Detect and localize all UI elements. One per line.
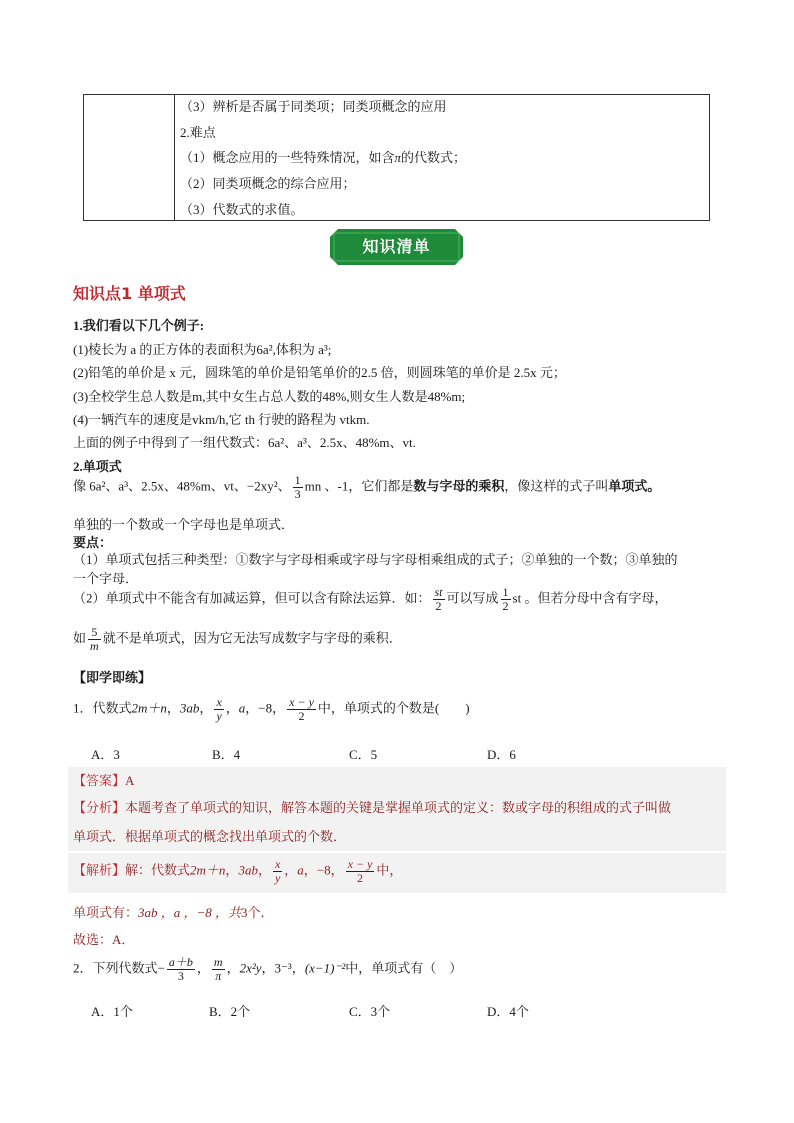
monomial-note: 单独的一个数或一个字母也是单项式． [73,517,295,532]
key-point-2-text-c: st 。但若分母中含有字母， [512,590,668,606]
monomial-heading: 2.单项式 [73,459,122,474]
fraction-numerator: m [213,955,223,969]
choose-line: 故选：A． [73,932,135,947]
q1-stem-a: 1．代数式 [73,700,132,716]
q2-option-b[interactable]: B．2个 [209,1004,251,1019]
examples-summary: 上面的例子中得到了一组代数式：6a²、a³、2.5x、48%m、vt. [73,435,416,450]
q1-option-a[interactable]: A．3 [91,747,120,762]
fraction-5-over-m [88,626,101,653]
definition-text-b: mn 、-1，它们都是 [304,478,414,494]
fraction-numerator: x [216,695,222,709]
table-line-1: （3）辨析是否属于同类项；同类项概念的应用 [180,99,447,114]
banner-label: 知识清单 [362,237,431,256]
result-items: 3ab ，a ，−8 ，共 [138,905,242,920]
pi-symbol: π [394,150,402,165]
table-line-5: （3）代数式的求值。 [180,202,304,217]
answer-value: A [125,773,135,788]
fraction-numerator: 5 [91,625,98,639]
solution-line: 【解析】解：代数式2m＋n，3ab， $\frac{x}{y}$ ，a，−8， $\frac{x - y}{2}$ 中， [73,857,403,885]
result-line [73,902,274,921]
q2-fraction-m-over-pi [212,956,225,983]
table-line-2: 2.难点 [180,125,216,140]
content-table [83,94,710,221]
key-points-heading: 要点： [73,535,113,550]
example-1: (1)棱长为 a 的正方体的表面积为6a²,体积为 a³; [73,342,332,357]
q1-option-d[interactable]: D．6 [487,747,516,762]
fraction-denominator: m [90,639,99,653]
definition-bold-1: 数与字母的乘积 [413,478,505,494]
q1-expr-2: 3ab [179,700,200,716]
question-1-stem: 1．代数式2m＋n，3ab， $\frac{x}{y}$ ，a，−8， $\frac{x - y}{2}$ 中，单项式的个数是( ) [73,695,470,723]
q1-expr-4: a [238,700,246,716]
monomial-definition [73,474,660,501]
result-count: 3 [241,905,248,920]
key-point-2-text-b: 可以写成 [446,590,499,606]
key-point-3-text-a: 如 [73,630,87,646]
solution-fraction-x-over-y [273,858,282,885]
result-text-b: 个． [247,905,274,920]
fraction-one-half [501,586,511,613]
solution-expr-1: 2m＋n [190,862,226,878]
fraction-numerator: 1 [502,585,509,599]
q2-option-a[interactable]: A．1个 [91,1004,133,1019]
table-line-3-text: （1）概念应用的一些特殊情况，如含 [180,150,395,165]
solution-expr-2: 3ab [238,862,258,878]
fraction-numerator: x − y [289,695,314,709]
table-line-3-tail: 的代数式； [401,150,467,165]
q2-option-c[interactable]: C．3个 [349,1004,391,1019]
table-line-3 [180,147,466,166]
key-point-3 [73,626,402,653]
fraction-numerator: x − y [347,857,373,871]
q2-fraction-a-plus-b [167,956,195,983]
section-title: 知识点1 单项式 [73,284,186,303]
table-divider [174,95,175,220]
fraction-denominator: y [274,871,281,885]
definition-bold-2: 单项式。 [608,478,661,494]
fraction-denominator: 2 [346,871,375,885]
key-point-1b: 一个字母． [73,571,139,586]
q1-fraction-x-over-y [214,696,223,723]
analysis-line-2: 单项式．根据单项式的概念找出单项式的个数． [73,829,347,844]
fraction-numerator: 1 [294,473,301,487]
examples-heading: 1.我们看以下几个例子: [73,318,205,333]
fraction-one-third [293,474,303,501]
q1-fraction-x-minus-y [287,696,316,723]
fraction-denominator: 2 [502,599,509,613]
q1-option-c[interactable]: C．5 [349,747,378,762]
solution-text-b: 中， [376,862,403,878]
solution-fraction-x-minus-y [346,858,375,885]
example-4: (4)一辆汽车的速度是vkm/h,它 th 行驶的路程为 vtkm. [73,412,370,427]
question-2-stem: 2．下列代数式− $\frac{a+b}{3}$ ， $\frac{m}{\pi}$ ，2x²y，3⁻³，(x−1)⁻²中，单项式有（ ） [73,955,463,983]
fraction-denominator: 3 [294,487,301,501]
fraction-numerator: st [434,585,443,599]
example-2: (2)铅笔的单价是 x 元，圆珠笔的单价是铅笔单价的2.5 倍，则圆珠笔的单价是 2.5x 元； [73,365,566,380]
key-point-2 [73,586,667,613]
fraction-denominator: 2 [433,599,445,613]
q2-option-d[interactable]: D．4个 [487,1004,529,1019]
solution-text-a: 解：代数式 [125,862,191,878]
q1-expr-1: 2m＋n [131,700,167,716]
analysis-text-1: 本题考查了单项式的知识，解答本题的关键是掌握单项式的定义：数或字母的积组成的式子叫做 [125,800,672,815]
analysis-line-1 [73,797,671,816]
fraction-denominator: y [216,709,222,723]
fraction-denominator: 2 [287,709,316,723]
solution-expr-5: −8 [316,862,331,878]
answer-tag: 【答案】 [73,773,126,788]
definition-text-a: 像 6a²、a³、2.5x、48%m、vt、−2xy²、 [73,478,291,494]
example-3: (3)全校学生总人数是m,其中女生占总人数的48%,则女生人数是48%m; [73,389,466,404]
fraction-st-over-2 [433,586,445,613]
fraction-numerator: x [274,857,281,871]
q2-expr-5: (x−1)⁻² [304,960,346,976]
key-point-1a: （1）单项式包括三种类型：①数字与字母相乘或字母与字母相乘组成的式子；②单独的一个数；③单独的 [73,552,678,567]
table-line-4: （2）同类项概念的综合应用； [180,176,356,191]
definition-text-c: ，像这样的式子叫 [504,478,609,494]
answer-line [73,770,134,789]
q2-expr-3: 2x²y [239,960,262,976]
q1-option-b[interactable]: B．4 [212,747,241,762]
solution-expr-4: a [297,862,304,878]
solution-tag: 【解析】 [73,862,126,878]
result-text-a: 单项式有： [73,905,139,920]
q1-expr-5: −8 [258,700,273,716]
key-point-2-text-a: （2）单项式中不能含有加减运算，但可以含有除法运算．如： [73,590,431,606]
q2-expr-4: 3⁻³ [274,960,292,976]
q2-stem-b: 中，单项式有（ ） [345,960,463,976]
fraction-denominator: 3 [167,969,195,983]
q1-stem-b: 中，单项式的个数是( ) [317,700,470,716]
q2-stem-a: 2．下列代数式 [73,960,158,976]
fraction-denominator: π [212,969,225,983]
key-point-3-text-b: 就不是单项式，因为它无法写成数字与字母的乘积． [102,630,402,646]
analysis-tag: 【分析】 [73,800,126,815]
practice-label: 【即学即练】 [73,670,152,685]
fraction-numerator: a＋b [168,955,193,969]
